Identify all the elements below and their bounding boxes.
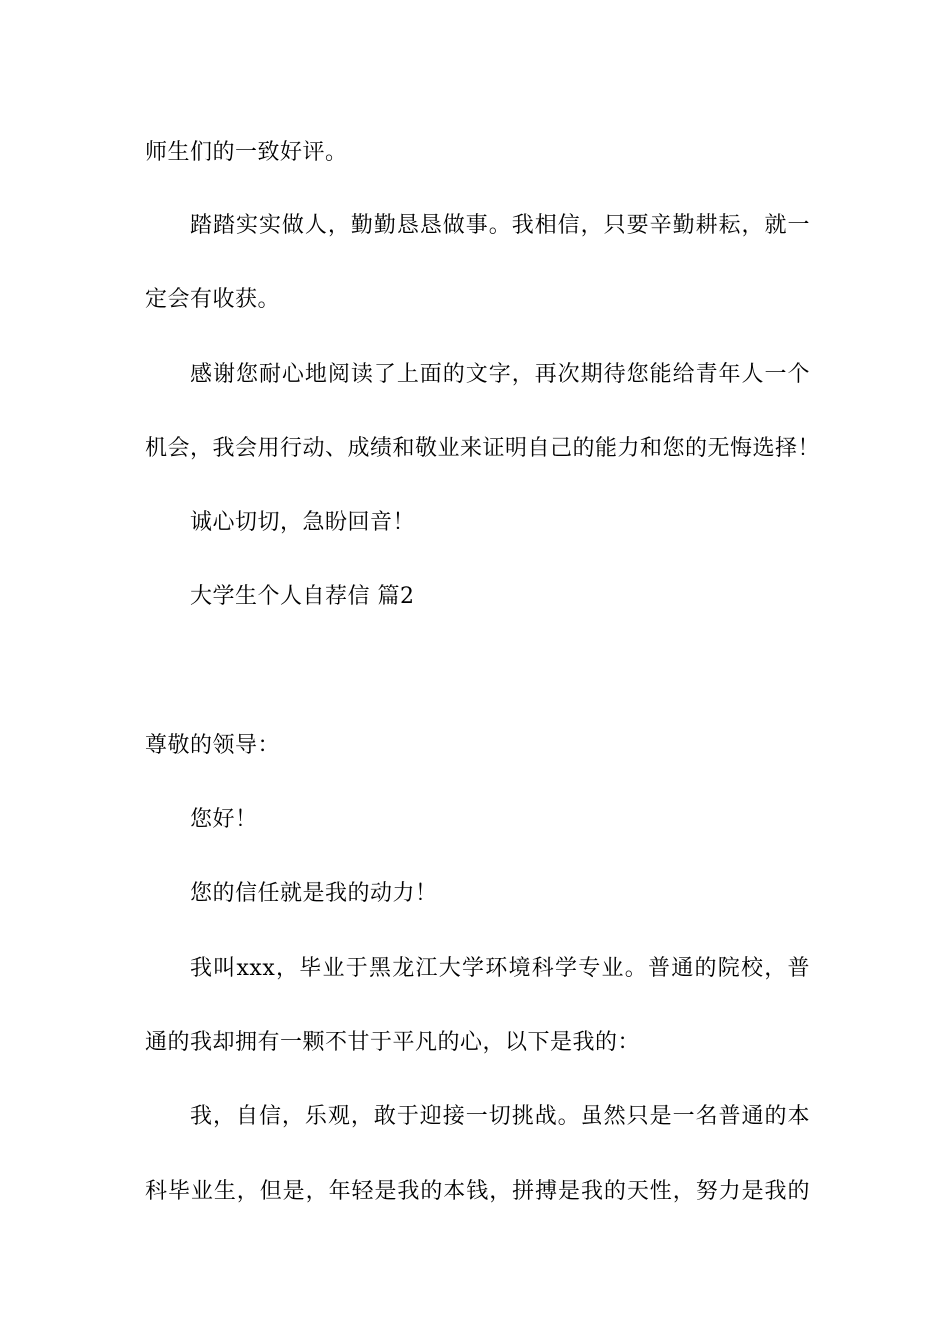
paragraph-line: 我，自信，乐观，敢于迎接一切挑战。虽然只是一名普通的本 (190, 1104, 810, 1129)
paragraph-line: 感谢您耐心地阅读了上面的文字，再次期待您能给青年人一个 (190, 362, 810, 387)
salutation: 尊敬的领导： (145, 733, 281, 758)
paragraph-line: 您的信任就是我的动力！ (190, 881, 438, 906)
paragraph-line: 踏踏实实做人，勤勤恳恳做事。我相信，只要辛勤耕耘，就一 (190, 213, 810, 238)
paragraph-line: 定会有收获。 (145, 287, 281, 312)
paragraph-line: 通的我却拥有一颗不甘于平凡的心，以下是我的： (145, 1030, 641, 1055)
greeting: 您好！ (190, 807, 258, 832)
paragraph-line: 师生们的一致好评。 (145, 140, 348, 165)
paragraph-line: 科毕业生，但是，年轻是我的本钱，拼搏是我的天性，努力是我的 (145, 1179, 810, 1204)
section-heading: 大学生个人自荐信 篇2 (190, 584, 415, 609)
paragraph-line: 我叫xxx，毕业于黑龙江大学环境科学专业。普通的院校，普 (190, 956, 810, 981)
paragraph-line: 诚心切切，急盼回音！ (190, 510, 416, 535)
paragraph-line: 机会，我会用行动、成绩和敬业来证明自己的能力和您的无悔选择！ (145, 436, 821, 461)
